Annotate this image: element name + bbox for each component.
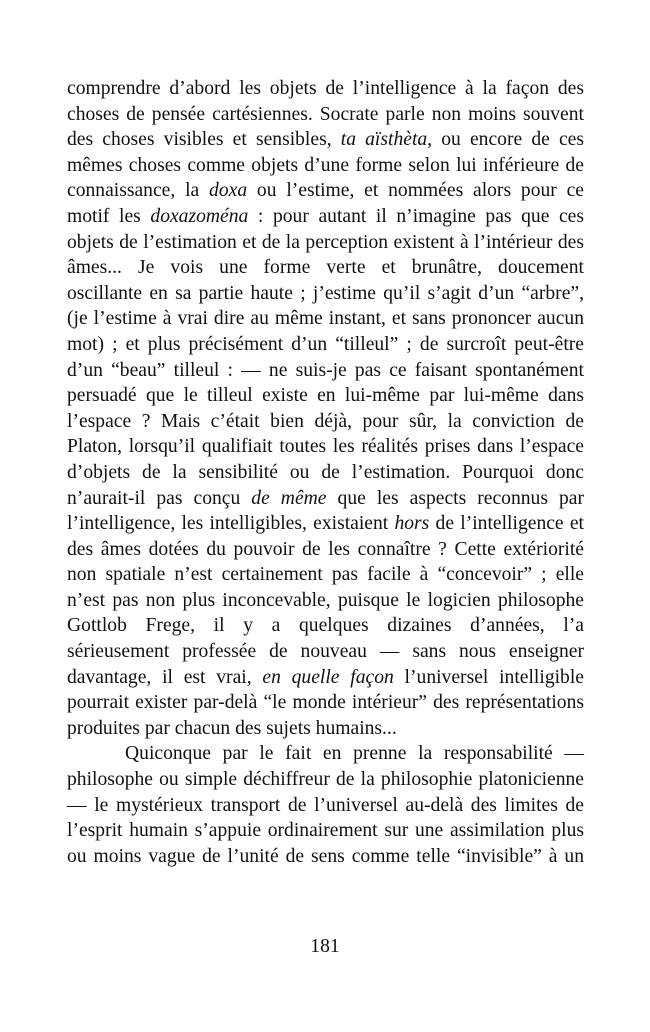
text-line [67,255,584,281]
text-run: âmes... Je vois une forme verte et brunâtre, doucement [67,257,584,279]
text-line [67,434,584,460]
text-line [67,844,584,870]
text-line [67,690,584,716]
text-line [67,204,584,230]
text-run: Quiconque par le fait en prenne la responsabilité — [125,743,584,765]
text-line [67,358,584,384]
text-line [67,383,584,409]
text-run: ou moins vague de l’unité de sens comme telle “invisible” à un [67,845,584,867]
text-run: : pour autant il n’imagine pas que ces [248,205,584,227]
text-run: l’espace ? Mais c’était bien déjà, pour sûr, la conviction de [67,410,584,432]
text-run: Platon, lorsqu’il qualifiait toutes les réalités prises dans l’espace [67,436,584,458]
text-line [67,486,584,512]
text-line [67,281,584,307]
text-run: pourrait exister par-delà “le monde intérieur” des représentations [67,692,584,714]
text-run: l’universel intelligible [393,666,584,688]
text-run: persuadé que le tilleul existe en lui-même par lui-même dans [67,385,584,407]
text-line [67,588,584,614]
text-run: d’un “beau” tilleul : — ne suis-je pas ce faisant spontanément [67,359,584,381]
text-line [67,102,584,128]
text-run: non spatiale n’est certainement pas facile à “concevoir” ; elle [67,564,584,586]
text-line [67,562,584,588]
text-run: oscillante en sa partie haute ; j’estime qu’il s’agit d’un “arbre”, [67,282,584,304]
italic-term: en quelle façon [262,666,394,688]
text-run: n’est pas non plus inconcevable, puisque le logicien philosophe [67,589,584,611]
text-line [67,511,584,537]
text-line [67,460,584,486]
text-line [67,127,584,153]
text-line [67,76,584,102]
text-run: sérieusement professée de nouveau — sans nous enseigner [67,641,584,663]
text-run: objets de l’estimation et de la perception existent à l’intérieur des [67,231,584,253]
text-line [67,818,584,844]
italic-term: hors [394,513,430,535]
text-run: ou encore de ces [432,129,584,151]
italic-term: doxazoména [150,205,249,227]
text-run: ou l’estime, et nommées alors pour ce [247,180,585,202]
text-run: Gottlob Frege, il y a quelques dizaines d’années, l’a [67,615,584,637]
text-line [67,537,584,563]
text-line [67,793,584,819]
text-line [67,639,584,665]
text-run: des âmes dotées du pouvoir de les connaître ? Cette extériorité [67,538,584,560]
text-run: des choses visibles et sensibles, [67,129,341,151]
paragraph [67,76,584,741]
text-run: d’objets de la sensibilité ou de l’estimation. Pourquoi donc [67,461,584,483]
text-run: choses de pensée cartésiennes. Socrate parle non moins souvent [67,103,584,125]
text-run: mot) ; et plus précisément d’un “tilleul” ; de surcroît peut-être [67,333,584,355]
text-run: comprendre d’abord les objets de l’intelligence à la façon des [67,78,584,99]
text-line [67,613,584,639]
text-line [67,306,584,332]
italic-term: ta aïsthèta, [340,129,433,151]
text-run: philosophe ou simple déchiffreur de la philosophie platonicienne [67,769,584,791]
text-run: n’aurait-il pas conçu [67,487,252,509]
italic-term: de même [251,487,327,509]
text-run: l’intelligence, les intelligibles, existaient [67,513,395,535]
text-line [67,230,584,256]
text-line [67,153,584,179]
text-run: (je l’estime à vrai dire au même instant, et sans prononcer aucun [67,308,584,330]
body-text [67,76,584,869]
text-line [67,178,584,204]
text-run: produites par chacun des sujets humains... [67,717,397,739]
text-run: motif les [67,205,151,227]
text-line [67,716,584,742]
text-run: — le mystérieux transport de l’universel au-delà des limites de [67,794,584,816]
text-line [67,409,584,435]
text-line [67,741,584,767]
text-line [67,332,584,358]
page-number: 181 [310,936,340,957]
text-line [67,767,584,793]
text-run: mêmes choses comme objets d’une forme selon lui inférieure de [67,154,584,176]
text-run: l’esprit humain s’appuie ordinairement sur une assimilation plus [67,820,584,842]
text-run: davantage, il est vrai, [67,666,263,688]
text-line [67,665,584,691]
italic-term: doxa [209,180,248,202]
text-run: connaissance, la [67,180,210,202]
paragraph [67,741,584,869]
text-run: de l’intelligence et [429,513,584,535]
text-run: que les aspects reconnus par [326,487,584,509]
